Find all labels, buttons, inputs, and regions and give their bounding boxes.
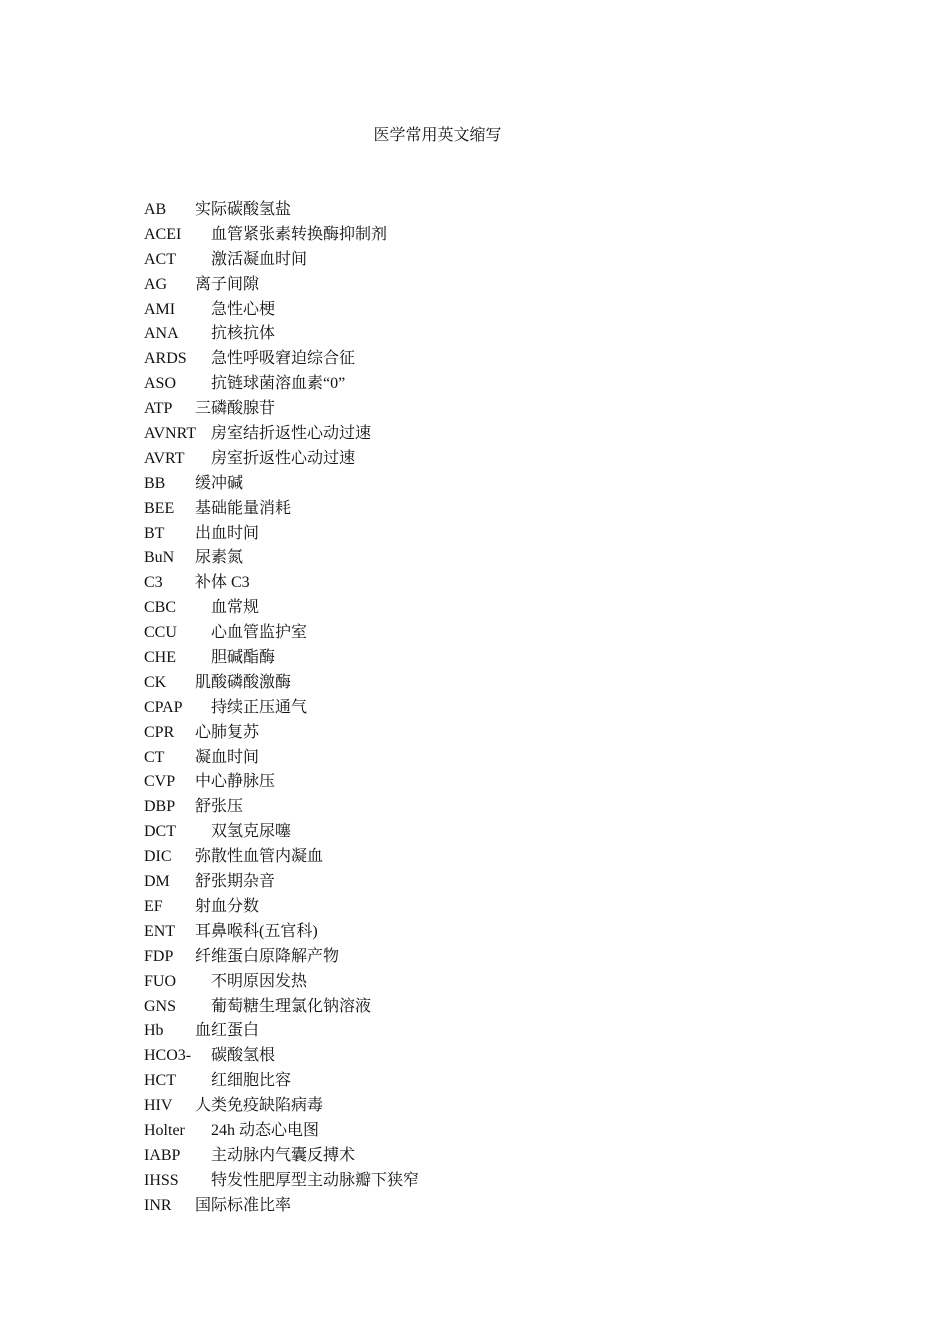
abbreviation-row — [144, 374, 764, 399]
abbreviation-row — [144, 573, 764, 598]
abbreviation-meaning: 急性呼吸窘迫综合征 — [211, 350, 356, 368]
abbreviation-row — [144, 922, 764, 947]
abbreviation-code: CBC — [144, 599, 177, 617]
abbreviation-meaning: 急性心梗 — [211, 300, 276, 318]
abbreviation-meaning: 血红蛋白 — [195, 1022, 260, 1040]
abbreviation-code: IHSS — [144, 1171, 179, 1189]
abbreviation-meaning: 凝血时间 — [195, 748, 260, 766]
abbreviation-meaning: 肌酸磷酸激酶 — [195, 673, 292, 691]
abbreviation-code: AVNRT — [144, 425, 197, 443]
abbreviation-code: Holter — [144, 1121, 185, 1139]
abbreviation-meaning: 房室结折返性心动过速 — [211, 425, 372, 443]
abbreviation-meaning: 葡萄糖生理氯化钠溶液 — [211, 997, 372, 1015]
abbreviation-code: BT — [144, 524, 165, 542]
abbreviation-code: DM — [144, 873, 170, 891]
abbreviation-row — [144, 748, 764, 773]
abbreviation-meaning: 心肺复苏 — [195, 723, 260, 741]
abbreviation-meaning: 实际碳酸氢盐 — [195, 201, 292, 218]
abbreviation-row — [144, 399, 764, 424]
abbreviation-row — [144, 1171, 764, 1196]
abbreviation-meaning: 缓冲碱 — [195, 474, 244, 492]
abbreviation-code: AB — [144, 201, 167, 218]
abbreviation-row — [144, 698, 764, 723]
abbreviation-row — [144, 200, 764, 225]
abbreviation-code: ASO — [144, 375, 177, 393]
abbreviation-meaning: 国际标准比率 — [195, 1196, 292, 1214]
abbreviation-row — [144, 324, 764, 349]
abbreviation-row — [144, 349, 764, 374]
abbreviation-row — [144, 797, 764, 822]
abbreviation-meaning: 耳鼻喉科(五官科) — [195, 922, 318, 940]
abbreviation-meaning: 基础能量消耗 — [195, 499, 292, 517]
abbreviation-meaning: 血管紧张素转换酶抑制剂 — [211, 225, 388, 243]
abbreviation-code: BB — [144, 474, 166, 492]
abbreviation-row — [144, 673, 764, 698]
abbreviation-meaning: 双氢克尿噻 — [211, 823, 292, 841]
abbreviation-code: FUO — [144, 972, 177, 990]
abbreviation-meaning: 抗核抗体 — [211, 325, 276, 343]
abbreviation-code: Hb — [144, 1022, 164, 1040]
abbreviation-meaning: 主动脉内气囊反搏术 — [211, 1146, 356, 1164]
abbreviation-row — [144, 1071, 764, 1096]
abbreviation-row — [144, 623, 764, 648]
abbreviation-meaning: 血常规 — [211, 599, 260, 617]
abbreviation-meaning: 激活凝血时间 — [211, 250, 308, 268]
abbreviation-meaning: 特发性肥厚型主动脉瓣下狭窄 — [211, 1171, 420, 1189]
abbreviation-row — [144, 847, 764, 872]
abbreviation-meaning: 射血分数 — [195, 897, 260, 915]
abbreviation-row — [144, 1021, 764, 1046]
abbreviation-meaning: 尿素氮 — [195, 549, 244, 567]
abbreviation-row — [144, 1121, 764, 1146]
abbreviation-meaning: 持续正压通气 — [211, 698, 308, 716]
abbreviation-code: GNS — [144, 997, 177, 1015]
abbreviation-code: AMI — [144, 300, 176, 318]
abbreviation-row — [144, 822, 764, 847]
abbreviation-code: CPR — [144, 723, 175, 741]
abbreviation-code: ENT — [144, 922, 176, 940]
abbreviation-row — [144, 648, 764, 673]
page-title: 医学常用英文缩写 — [373, 127, 502, 144]
abbreviation-code: BEE — [144, 499, 175, 517]
abbreviation-meaning: 碳酸氢根 — [211, 1047, 276, 1065]
abbreviation-row — [144, 449, 764, 474]
abbreviation-row — [144, 972, 764, 997]
abbreviation-code: DIC — [144, 848, 172, 866]
abbreviation-row — [144, 499, 764, 524]
abbreviation-code: IABP — [144, 1146, 181, 1164]
abbreviation-meaning: 胆碱酯酶 — [211, 649, 276, 667]
abbreviation-row — [144, 772, 764, 797]
abbreviation-code: AG — [144, 275, 168, 293]
abbreviation-meaning: 24h 动态心电图 — [211, 1121, 320, 1139]
abbreviation-code: FDP — [144, 947, 174, 965]
abbreviation-row — [144, 947, 764, 972]
abbreviation-row — [144, 1146, 764, 1171]
abbreviation-meaning: 抗链球菌溶血素“0” — [211, 375, 346, 393]
abbreviation-meaning: 纤维蛋白原降解产物 — [195, 947, 340, 965]
abbreviation-meaning: 舒张压 — [195, 798, 244, 816]
abbreviation-meaning: 房室折返性心动过速 — [211, 449, 356, 467]
abbreviation-code: ACEI — [144, 225, 182, 243]
abbreviation-code: CHE — [144, 649, 176, 667]
abbreviation-row — [144, 897, 764, 922]
abbreviation-meaning: 人类免疫缺陷病毒 — [195, 1097, 324, 1115]
abbreviation-row — [144, 474, 764, 499]
abbreviation-meaning: 离子间隙 — [195, 275, 260, 293]
abbreviation-code: C3 — [144, 574, 163, 592]
abbreviation-code: ACT — [144, 250, 176, 268]
abbreviation-code: EF — [144, 897, 163, 915]
abbreviation-meaning: 三磷酸腺苷 — [195, 400, 276, 418]
abbreviation-row — [144, 275, 764, 300]
abbreviation-code: BuN — [144, 549, 175, 567]
abbreviation-code: HCO3- — [144, 1047, 192, 1065]
abbreviation-row — [144, 300, 764, 325]
abbreviation-row — [144, 225, 764, 250]
abbreviation-code: INR — [144, 1196, 172, 1214]
abbreviation-meaning: 不明原因发热 — [211, 972, 308, 990]
abbreviation-row — [144, 997, 764, 1022]
abbreviation-meaning: 红细胞比容 — [211, 1072, 292, 1090]
abbreviation-code: CPAP — [144, 698, 183, 716]
abbreviation-code: ARDS — [144, 350, 187, 368]
abbreviation-code: DBP — [144, 798, 176, 816]
abbreviation-code: CVP — [144, 773, 176, 791]
abbreviation-row — [144, 524, 764, 549]
abbreviation-code: CT — [144, 748, 165, 766]
abbreviation-meaning: 补体 C3 — [195, 574, 250, 592]
abbreviation-row — [144, 723, 764, 748]
abbreviation-row — [144, 1046, 764, 1071]
abbreviation-meaning: 中心静脉压 — [195, 773, 276, 791]
abbreviation-code: DCT — [144, 823, 176, 841]
abbreviation-code: ATP — [144, 400, 173, 418]
abbreviation-meaning: 弥散性血管内凝血 — [195, 848, 324, 866]
abbreviation-code: HCT — [144, 1072, 176, 1090]
abbreviation-row — [144, 424, 764, 449]
abbreviation-meaning: 舒张期杂音 — [195, 873, 276, 891]
abbreviation-meaning: 出血时间 — [195, 524, 260, 542]
abbreviation-meaning: 心血管监护室 — [211, 624, 308, 642]
abbreviation-row — [144, 598, 764, 623]
abbreviation-row — [144, 1196, 764, 1221]
abbreviation-code: CK — [144, 673, 167, 691]
abbreviation-row — [144, 1096, 764, 1121]
abbreviation-code: AVRT — [144, 449, 185, 467]
abbreviation-row — [144, 250, 764, 275]
abbreviation-row — [144, 872, 764, 897]
abbreviation-row — [144, 548, 764, 573]
abbreviation-code: HIV — [144, 1097, 173, 1115]
abbreviation-list — [144, 200, 764, 1221]
abbreviation-code: CCU — [144, 624, 177, 642]
abbreviation-code: ANA — [144, 325, 179, 343]
